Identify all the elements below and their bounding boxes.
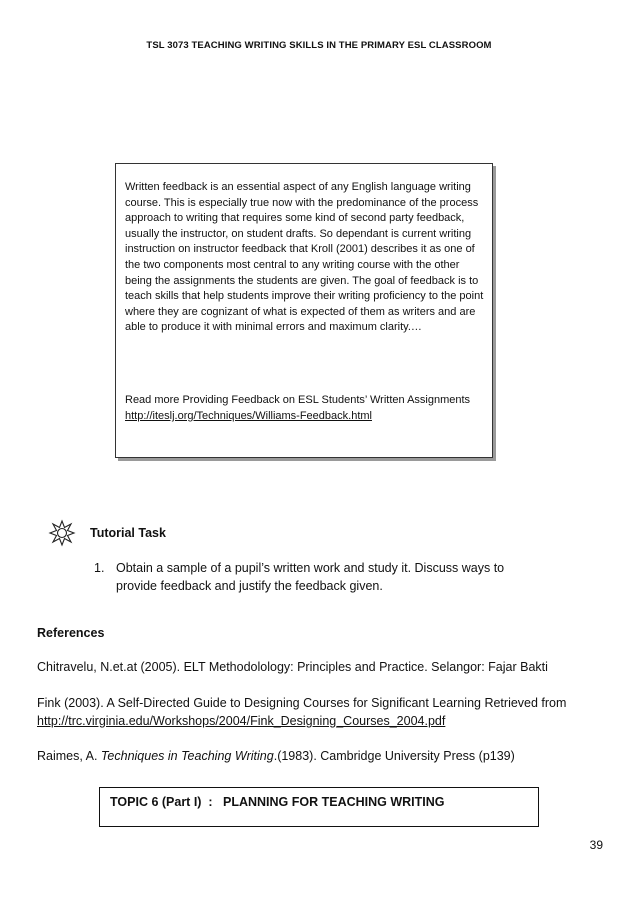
reference-link[interactable]: http://trc.virginia.edu/Workshops/2004/Fink_Designing_Courses_2004.pdf [37, 714, 446, 728]
reference-item: Chitravelu, N.et.at (2005). ELT Methodolology: Principles and Practice. Selangor: Fajar Bakti [37, 660, 548, 674]
references-heading: References [37, 626, 105, 640]
page-number: 39 [589, 838, 603, 852]
reference-item [37, 747, 612, 765]
tutorial-title: Tutorial Task [90, 526, 166, 540]
reference-text: Fink (2003). A Self-Directed Guide to Designing Courses for Significant Learning Retrieved from [37, 696, 567, 710]
read-more [125, 392, 487, 424]
page-header: TSL 3073 TEACHING WRITING SKILLS IN THE PRIMARY ESL CLASSROOM [146, 40, 492, 51]
reference-title: Techniques in Teaching Writing [100, 749, 274, 763]
reference-item [37, 694, 612, 730]
topic-label: TOPIC 6 (Part I) : PLANNING FOR TEACHING WRITING [110, 795, 445, 809]
task-number: 1. [94, 561, 105, 575]
topic-box [99, 787, 539, 827]
article-link[interactable]: http://iteslj.org/Techniques/Williams-Feedback.html [125, 410, 372, 422]
read-more-text: Read more Providing Feedback on ESL Students’ Written Assignments [125, 394, 471, 406]
sun-icon [48, 519, 76, 547]
tutorial-section [48, 520, 166, 546]
quote-body: Written feedback is an essential aspect of any English language writing course. This is especially true now with the predominance of the process approach to writing that requires some kind of second party feedback, usually the instructor, on student drafts. So dependant is current writing instruction on instructor feedback that Kroll (2001) describes it as one of the two components most central to any writing course with the other being the assignments the students are given. The goal of feedback is to teach skills that help students improve their writing proficiency to the point where they are cognizant of what is expected of them as writers and are able to produce it with minimal errors and maximum clarity.… [125, 181, 484, 334]
reference-rest: .(1983). Cambridge University Press (p139) [273, 749, 515, 763]
task-text: Obtain a sample of a pupil’s written work and study it. Discuss ways to provide feedback and justify the feedback given. [116, 561, 505, 593]
quote-box [115, 163, 493, 458]
reference-author: Raimes, A. [37, 749, 98, 763]
